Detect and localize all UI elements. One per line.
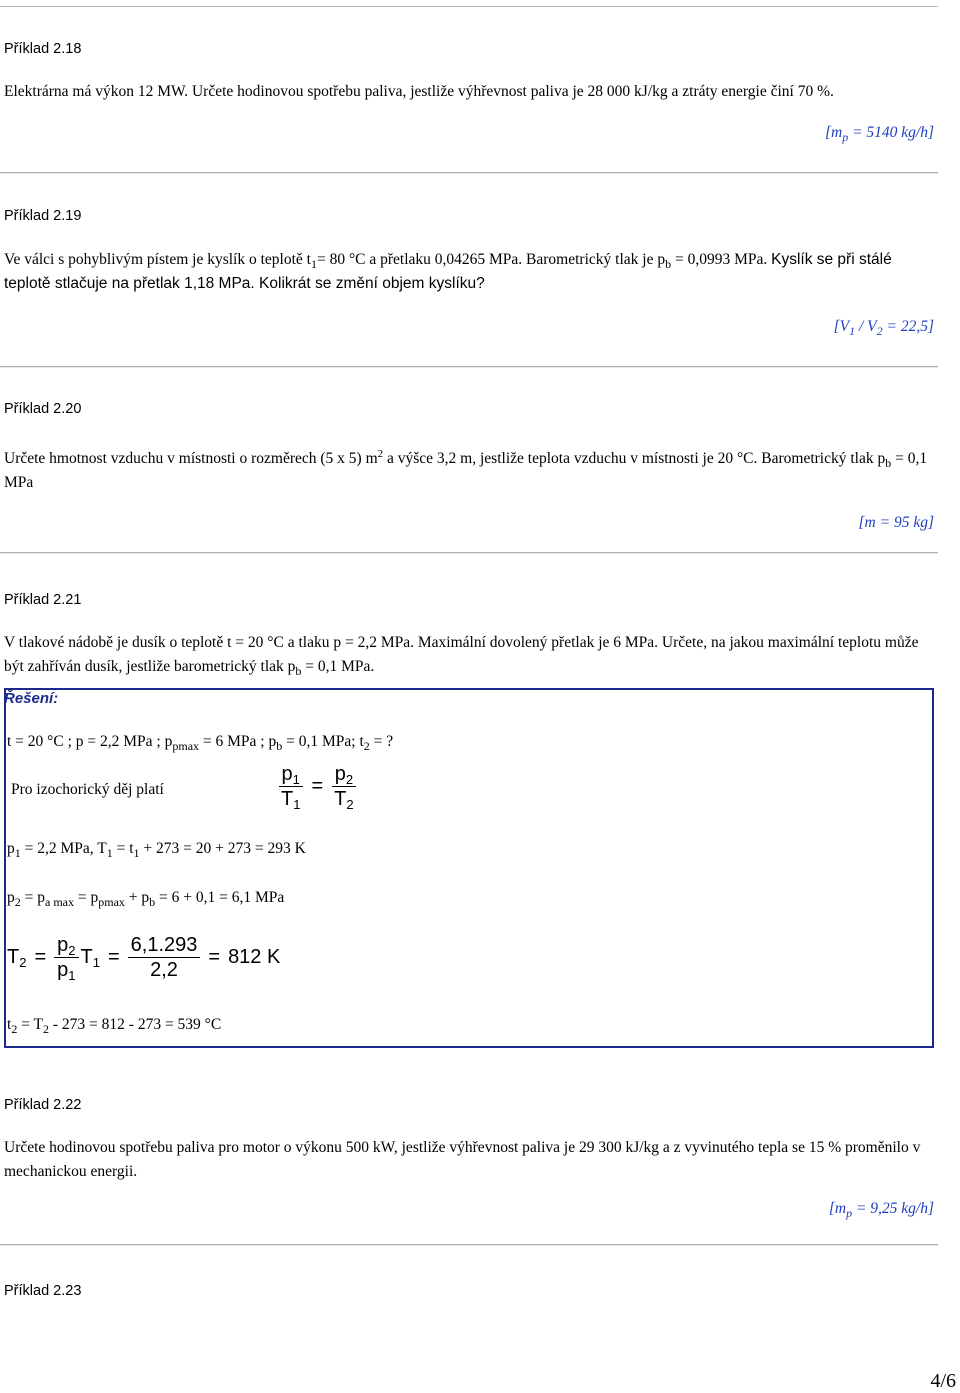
example-2-18-answer: [$m_p = 5140$ kg/h]: [824, 124, 934, 144]
solution-p2: $p_2 = p_{a max} = p_{pmax} + p_b = 6 + 0,1 = 6,1$ MPa: [7, 889, 285, 909]
divider: [0, 172, 938, 174]
example-2-22-text: Určete hodinovou spotřebu paliva pro motor o výkonu 500 kW, jestliže výhřevnost paliva je 29 300 kJ/kg a z vyvinutého tepla se 15 % proměnilo v mechanickou energii.: [4, 1139, 921, 1180]
divider: [0, 552, 938, 554]
example-2-18-title: Příklad 2.18: [4, 41, 82, 57]
example-2-22-title: Příklad 2.22: [4, 1097, 82, 1113]
example-2-19-text: Ve válci s pohyblivým pístem je kyslík o teplotě $t_1= 80$ °C a přetlaku 0,04265 MPa. Barometrický tlak je $p_b = 0,0993$ MPa. Kyslík se při stálé teplotě stlačuje na přetlak 1,18 MPa. Kolikrát se změní objem kyslíku?: [4, 251, 892, 292]
page-number: 4/6: [930, 1370, 956, 1392]
example-2-19-title: Příklad 2.19: [4, 208, 82, 224]
example-2-18-text: Elektrárna má výkon 12 MW. Určete hodinovou spotřebu paliva, jestliže výhřevnost paliva je 28 000 kJ/kg a ztráty energie činí 70 %.: [4, 83, 834, 100]
example-2-20-answer: [m = 95 kg]: [858, 514, 934, 531]
example-2-21-title: Příklad 2.21: [4, 592, 82, 608]
solution-t2-result: $t_2 = T_2 - 273 = 812 - 273 = 539$ °C: [7, 1016, 222, 1036]
example-2-23-title: Příklad 2.23: [4, 1283, 82, 1299]
divider: [0, 1244, 938, 1246]
example-2-22-answer: [$m_p = 9,25$ kg/h]: [828, 1200, 934, 1220]
example-2-19-answer: $[V_1 / V_2 = 22,5]$: [833, 318, 934, 338]
top-rule: [0, 6, 938, 7]
solution-title: Řešení:: [4, 690, 59, 707]
example-2-21-text: V tlakové nádobě je dusík o teplotě t = 20 °C a tlaku p = 2,2 MPa. Maximální dovolený přetlak je 6 MPa. Určete, na jakou maximální teplotu může být zahříván dusík, jestliže barometrický tlak $p_b = 0,1$ MPa.: [4, 634, 919, 678]
isochoric-statement: Pro izochorický děj platí: [11, 781, 164, 798]
solution-given: t = 20 °C ; p = 2,2 MPa ; $p_{pmax} = 6$ MPa ; $p_b = 0,1$ MPa; $t_2$ = ?: [7, 733, 394, 753]
divider: [0, 366, 938, 368]
t2-equation: $T_2$ = $\frac{p_2}{p_1}$ $T_1$ = $\frac{6,1.293}{2,2}$ = 812 K: [7, 934, 281, 983]
isochoric-formula: $\frac{p_1}{T_1}$ = $\frac{p_2}{T_2}$: [278, 762, 357, 811]
solution-p1-t1: $p_1 = 2,2$ MPa, $T_1 = t_1 + 273 = 20 + 273 = 293$ K: [7, 840, 306, 860]
example-2-20-title: Příklad 2.20: [4, 401, 82, 417]
example-2-20-text: Určete hmotnost vzduchu v místnosti o rozměrech (5 x 5) $m^2$ a výšce 3,2 m, jestliže teplota vzduchu v místnosti je 20 °C. Barometrický tlak $p_b = 0,1$ MPa: [4, 448, 928, 491]
